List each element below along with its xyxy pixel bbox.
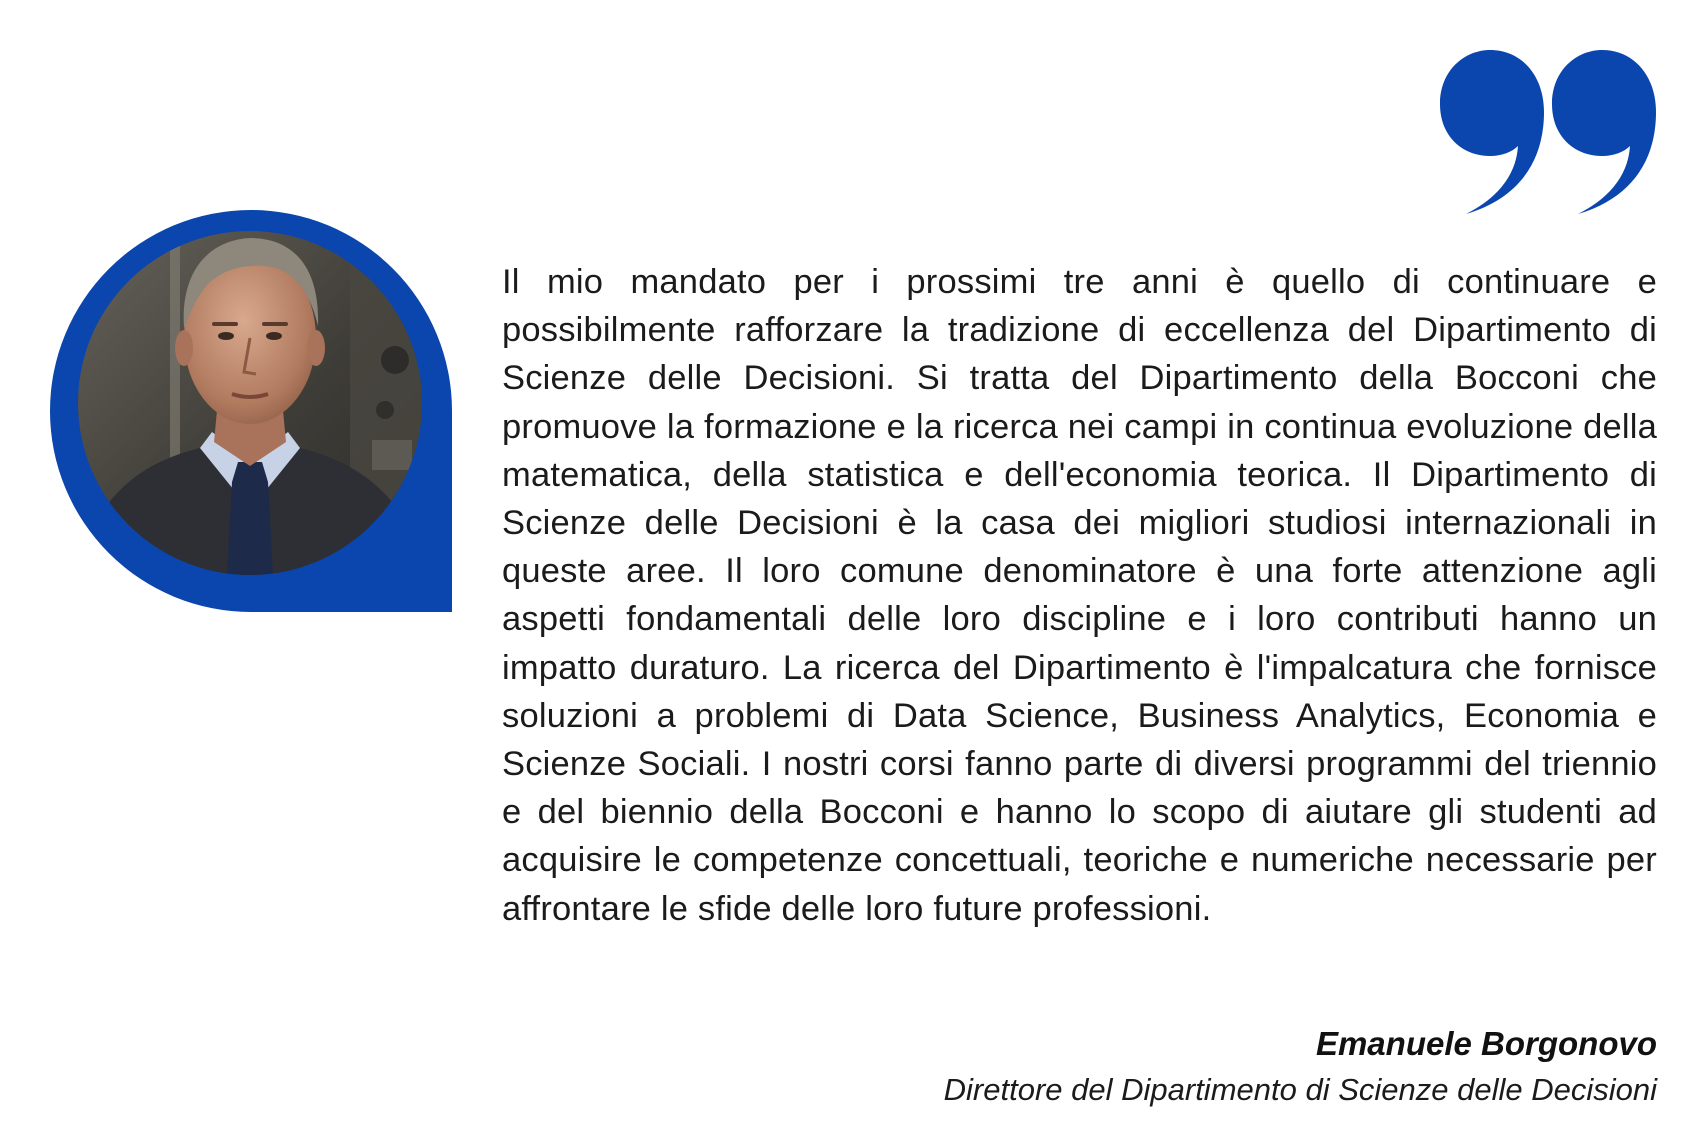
closing-quote-icon: [1440, 48, 1662, 214]
author-role: Direttore del Dipartimento di Scienze delle Decisioni: [943, 1072, 1657, 1107]
portrait-frame: [50, 210, 452, 612]
quote-mark-left: [1440, 50, 1544, 214]
quote-mark-right: [1552, 50, 1656, 214]
quote-text: Il mio mandato per i prossimi tre anni è quello di continuare e possibilmente rafforzare la tradizione di eccellenza del Dipartimento di Scienze delle Decisioni. Si tratta del Dipartimento della Bocconi che promuove la formazione e la ricerca nei campi in continua evoluzione della matematica, della statistica e dell'economia teorica. Il Dipartimento di Scienze delle Decisioni è la casa dei migliori studiosi internazionali in queste aree. Il loro comune denominatore è una forte attenzione agli aspetti fondamentali delle loro discipline e i loro contributi hanno un impatto duraturo. La ricerca del Dipartimento è l'impalcatura che fornisce soluzioni a problemi di Data Science, Business Analytics, Economia e Scienze Sociali. I nostri corsi fanno parte di diversi programmi del triennio e del biennio della Bocconi e hanno lo scopo di aiutare gli studenti ad acquisire le competenze concettuali, teoriche e numeriche necessarie per affrontare le sfide delle loro future professioni.: [502, 263, 1657, 928]
author-name: Emanuele Borgonovo: [1315, 1025, 1657, 1062]
attribution: [944, 1022, 1657, 1114]
